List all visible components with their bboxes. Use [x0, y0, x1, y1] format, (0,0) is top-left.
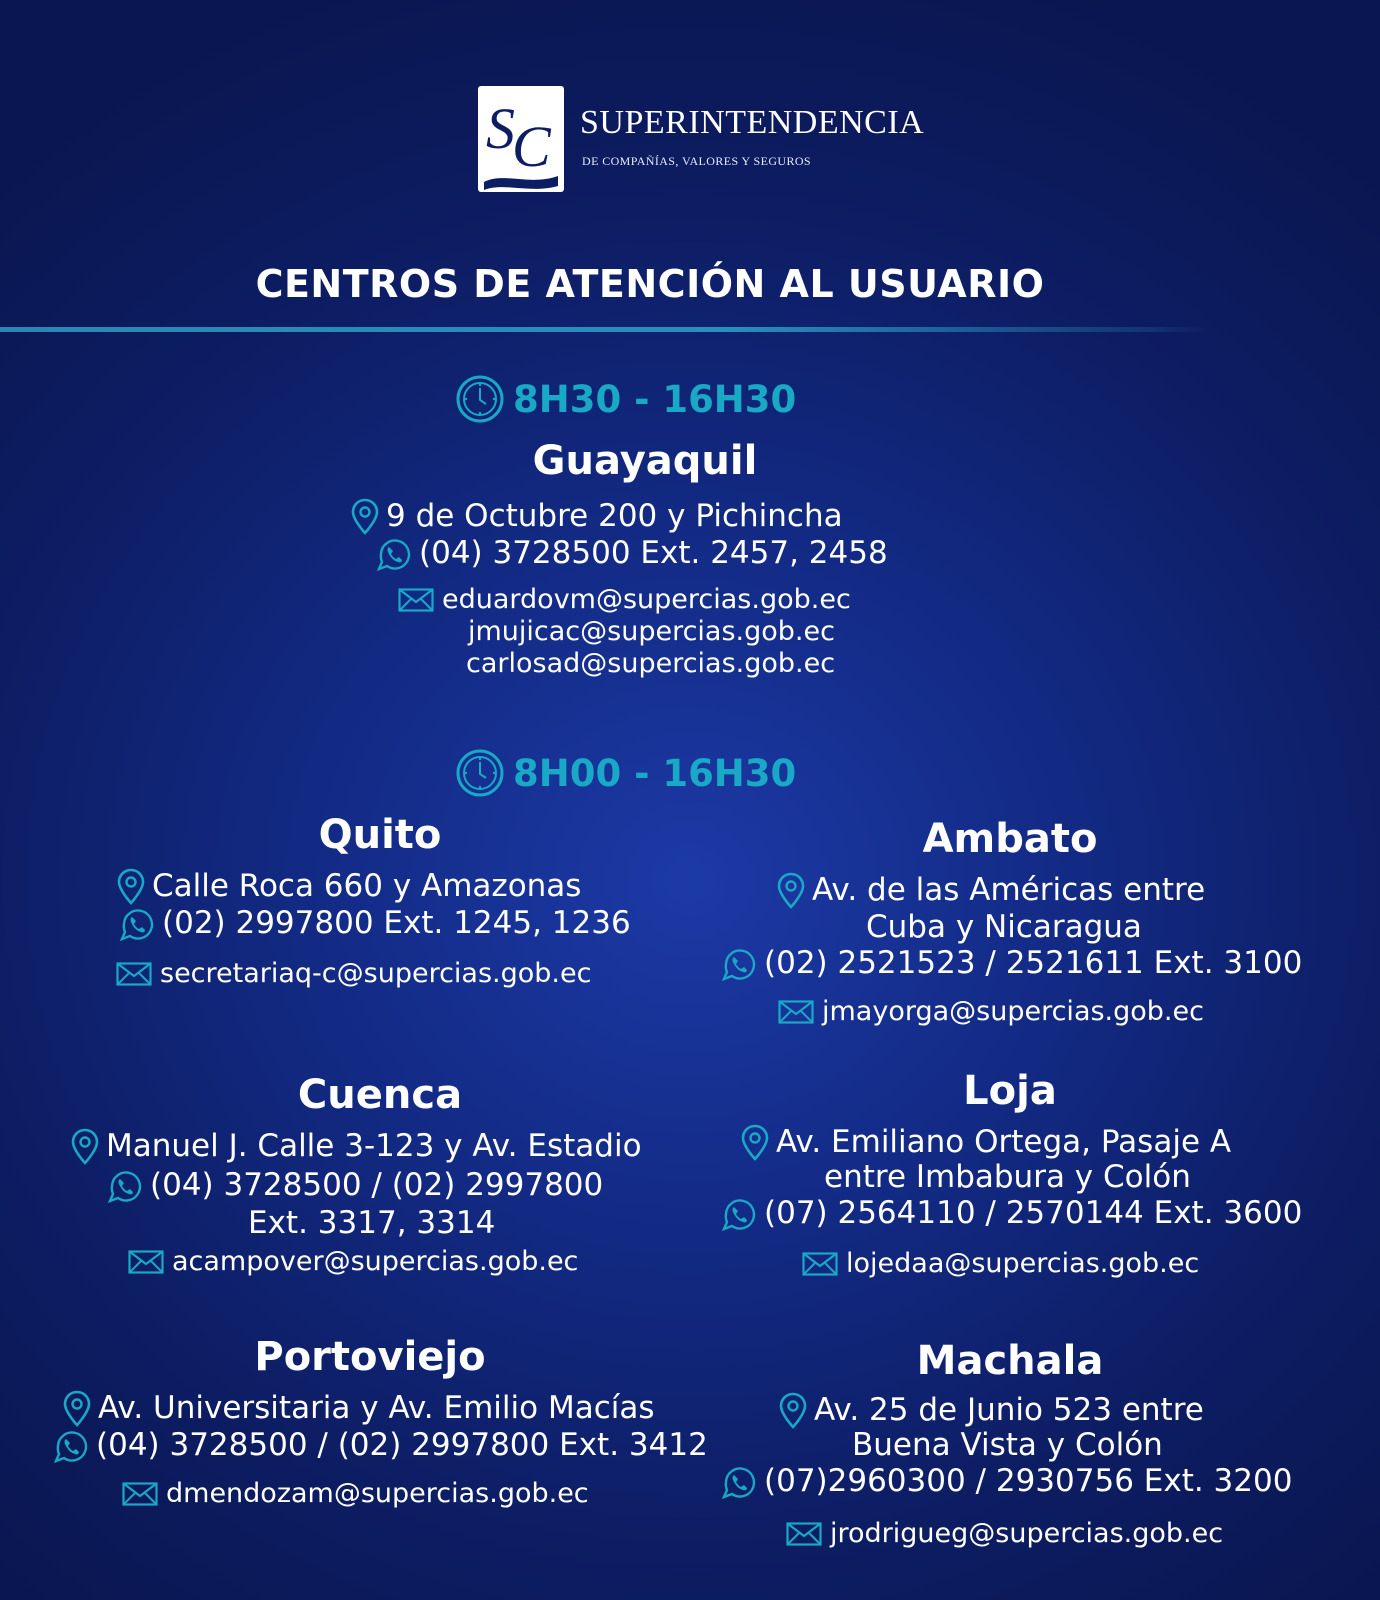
- email-link[interactable]: acampover@supercias.gob.ec: [172, 1246, 579, 1277]
- svg-text:C: C: [512, 114, 551, 179]
- schedule-hours-2: [455, 748, 796, 798]
- cuenca-phone: [106, 1168, 603, 1204]
- email-link[interactable]: lojedaa@supercias.gob.ec: [846, 1248, 1200, 1279]
- guayaquil-email-3[interactable]: [466, 648, 835, 679]
- address-text: Av. Emiliano Ortega, Pasaje A: [776, 1124, 1232, 1161]
- city-cuenca: Cuenca: [297, 1072, 463, 1118]
- portoviejo-address: [62, 1390, 655, 1428]
- address-text: Av. de las Américas entre: [812, 872, 1206, 909]
- machala-email[interactable]: [786, 1518, 1223, 1549]
- location-pin-icon: [116, 868, 146, 906]
- address-text: Cuba y Nicaragua: [866, 909, 1142, 945]
- schedule-hours-1: [455, 374, 796, 424]
- address-text: Manuel J. Calle 3-123 y Av. Estadio: [106, 1128, 642, 1165]
- logo-monogram: [478, 86, 564, 192]
- mail-icon: [786, 1522, 822, 1546]
- address-text: Buena Vista y Colón: [852, 1427, 1163, 1463]
- location-pin-icon: [70, 1128, 100, 1166]
- email-link[interactable]: dmendozam@supercias.gob.ec: [166, 1478, 589, 1509]
- ambato-email[interactable]: [778, 996, 1204, 1027]
- location-pin-icon: [778, 1392, 808, 1430]
- ambato-phone: [720, 946, 1302, 982]
- hours-label: 8H30 - 16H30: [513, 377, 797, 421]
- loja-address-2: [824, 1160, 1191, 1196]
- email-link[interactable]: jmayorga@supercias.gob.ec: [822, 996, 1204, 1027]
- ambato-address: [776, 872, 1205, 910]
- phone-text: (07) 2564110 / 2570144 Ext. 3600: [764, 1195, 1303, 1232]
- email-link[interactable]: carlosad@supercias.gob.ec: [466, 648, 836, 679]
- machala-address-2: [852, 1428, 1163, 1464]
- logo-title: SUPERINTENDENCIA: [580, 104, 925, 141]
- location-pin-icon: [776, 872, 806, 910]
- machala-address: [778, 1392, 1204, 1430]
- phone-icon: [106, 1168, 144, 1204]
- phone-text: (04) 3728500 / (02) 2997800: [150, 1167, 604, 1204]
- quito-email[interactable]: [116, 958, 591, 989]
- cuenca-phone-ext: [248, 1206, 495, 1242]
- city-quito: Quito: [318, 812, 442, 858]
- address-text: Av. 25 de Junio 523 entre: [814, 1392, 1204, 1429]
- mail-icon: [398, 588, 434, 612]
- title-divider: [0, 327, 1210, 332]
- city-loja: Loja: [963, 1068, 1057, 1114]
- phone-icon: [720, 946, 758, 982]
- address-text: entre Imbabura y Colón: [824, 1159, 1191, 1195]
- city-guayaquil: Guayaquil: [532, 438, 758, 484]
- hours-label: 8H00 - 16H30: [513, 751, 797, 795]
- phone-icon: [118, 906, 156, 942]
- loja-address: [740, 1124, 1231, 1162]
- quito-phone: [118, 906, 631, 942]
- guayaquil-address: [350, 498, 843, 536]
- cuenca-address: [70, 1128, 642, 1166]
- mail-icon: [116, 962, 152, 986]
- mail-icon: [128, 1250, 164, 1274]
- clock-icon: [455, 374, 505, 424]
- address-text: Calle Roca 660 y Amazonas: [152, 868, 582, 905]
- city-portoviejo: Portoviejo: [254, 1334, 486, 1380]
- guayaquil-phone: [375, 536, 888, 572]
- portoviejo-email[interactable]: [122, 1478, 589, 1509]
- machala-phone: [720, 1464, 1292, 1500]
- email-link[interactable]: secretariaq-c@supercias.gob.ec: [160, 958, 592, 989]
- guayaquil-email-1[interactable]: [398, 584, 851, 615]
- loja-email[interactable]: [802, 1248, 1199, 1279]
- phone-icon: [375, 536, 413, 572]
- logo: [478, 86, 925, 194]
- phone-icon: [720, 1196, 758, 1232]
- phone-text: (07)2960300 / 2930756 Ext. 3200: [764, 1463, 1293, 1500]
- logo-subtitle: DE COMPAÑÍAS, VALORES Y SEGUROS: [582, 154, 812, 168]
- phone-icon: [52, 1428, 90, 1464]
- address-text: Av. Universitaria y Av. Emilio Macías: [98, 1390, 655, 1427]
- phone-icon: [720, 1464, 758, 1500]
- location-pin-icon: [740, 1124, 770, 1162]
- email-link[interactable]: eduardovm@supercias.gob.ec: [442, 584, 851, 615]
- mail-icon: [802, 1252, 838, 1276]
- quito-address: [116, 868, 581, 906]
- clock-icon: [455, 748, 505, 798]
- phone-text: (04) 3728500 Ext. 2457, 2458: [419, 535, 888, 572]
- location-pin-icon: [62, 1390, 92, 1428]
- phone-text: (02) 2997800 Ext. 1245, 1236: [162, 905, 631, 942]
- ambato-address-2: [866, 910, 1142, 946]
- city-machala: Machala: [916, 1338, 1104, 1384]
- phone-text: (04) 3728500 / (02) 2997800 Ext. 3412: [96, 1427, 708, 1464]
- loja-phone: [720, 1196, 1302, 1232]
- phone-text: Ext. 3317, 3314: [248, 1205, 496, 1241]
- svg-text:S: S: [486, 96, 515, 161]
- phone-text: (02) 2521523 / 2521611 Ext. 3100: [764, 945, 1303, 982]
- email-link[interactable]: jmujicac@supercias.gob.ec: [468, 616, 835, 647]
- cuenca-email[interactable]: [128, 1246, 578, 1277]
- page-title: CENTROS DE ATENCIÓN AL USUARIO: [255, 262, 1045, 306]
- mail-icon: [778, 1000, 814, 1024]
- guayaquil-email-2[interactable]: [468, 616, 835, 647]
- location-pin-icon: [350, 498, 380, 536]
- city-ambato: Ambato: [922, 816, 1098, 862]
- email-link[interactable]: jrodrigueg@supercias.gob.ec: [830, 1518, 1224, 1549]
- address-text: 9 de Octubre 200 y Pichincha: [386, 498, 843, 535]
- portoviejo-phone: [52, 1428, 708, 1464]
- mail-icon: [122, 1482, 158, 1506]
